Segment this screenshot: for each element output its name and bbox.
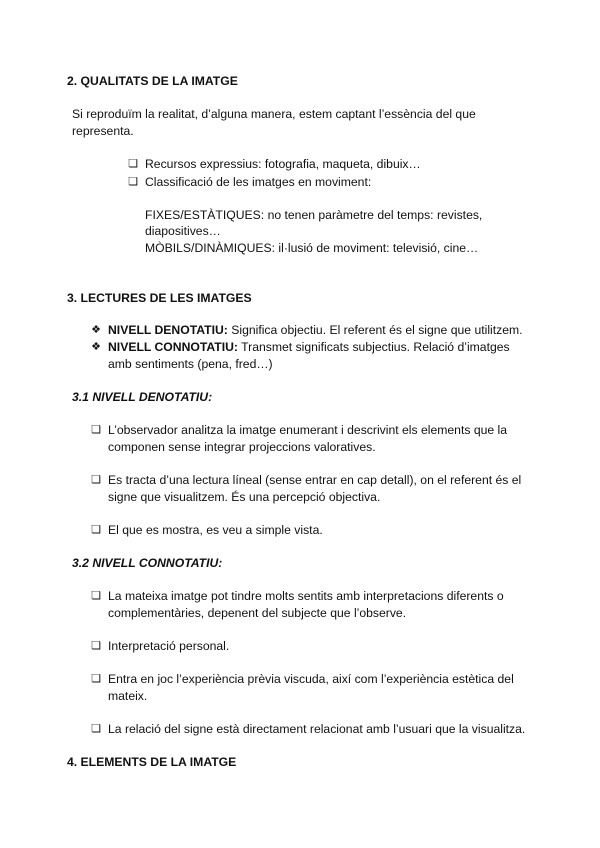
section-2-item: Classificació de les imatges en moviment: — [145, 175, 372, 189]
list-item-cont: componen sense integrar projeccions valoratives. — [108, 440, 376, 454]
section-3-1-heading: 3.1 NIVELL DENOTATIU: — [72, 390, 213, 404]
list-item-cont: complementàries, depenent del subjecte que l’observe. — [108, 606, 407, 620]
connotatiu-text: Transmet significats subjectius. Relació d’imatges — [238, 340, 510, 354]
list-item: El que es mostra, es veu a simple vista. — [108, 523, 323, 537]
checkbox-bullet-icon: ❏ — [128, 158, 138, 170]
fixes-line2: diapositives… — [145, 224, 221, 238]
list-item: La relació del signe està directament relacionat amb l’usuari que la visualitza. — [108, 722, 526, 736]
list-item: L’observador analitza la imatge enumerant i descrivint els elements que la — [108, 423, 508, 437]
checkbox-bullet-icon: ❏ — [91, 590, 101, 602]
list-item: La mateixa imatge pot tindre molts sentits amb interpretacions diferents o — [108, 589, 504, 603]
checkbox-bullet-icon: ❏ — [91, 673, 101, 685]
section-2-intro-line1: Si reproduïm la realitat, d’alguna manera, estem captant l’essència del que — [72, 107, 476, 121]
checkbox-bullet-icon: ❏ — [128, 176, 138, 188]
denotatiu-definition — [108, 322, 523, 338]
section-3-2-heading: 3.2 NIVELL CONNOTATIU: — [72, 556, 223, 570]
connotatiu-definition — [108, 339, 510, 355]
checkbox-bullet-icon: ❏ — [91, 474, 101, 486]
section-4-heading: 4. ELEMENTS DE LA IMATGE — [67, 755, 237, 769]
checkbox-bullet-icon: ❏ — [91, 524, 101, 536]
fixes-line1: FIXES/ESTÀTIQUES: no tenen paràmetre del temps: revistes, — [145, 208, 483, 222]
diamond-bullet-icon: ❖ — [91, 341, 101, 353]
denotatiu-text: Significa objectiu. El referent és el signe que utilitzem. — [227, 323, 523, 337]
checkbox-bullet-icon: ❏ — [91, 424, 101, 436]
section-2-item: Recursos expressius: fotografia, maqueta, dibuix… — [145, 157, 421, 171]
checkbox-bullet-icon: ❏ — [91, 640, 101, 652]
denotatiu-label: NIVELL DENOTATIU: — [108, 323, 228, 337]
list-item-cont: signe que visualitzem. És una percepció objectiva. — [108, 490, 381, 504]
list-item: Interpretació personal. — [108, 639, 230, 653]
mobils-line: MÒBILS/DINÀMIQUES: il·lusió de moviment: televisió, cine… — [145, 241, 479, 255]
diamond-bullet-icon: ❖ — [91, 324, 101, 336]
connotatiu-label: NIVELL CONNOTATIU: — [108, 340, 238, 354]
section-2-intro-line2: representa. — [72, 124, 134, 138]
list-item-cont: mateix. — [108, 689, 148, 703]
section-3-heading: 3. LECTURES DE LES IMATGES — [67, 291, 252, 305]
list-item: Entra en joc l’experiència prèvia viscuda, així com l’experiència estètica del — [108, 672, 514, 686]
list-item: Es tracta d’una lectura líneal (sense entrar en cap detall), on el referent és el — [108, 473, 522, 487]
section-2-heading: 2. QUALITATS DE LA IMATGE — [67, 74, 238, 88]
checkbox-bullet-icon: ❏ — [91, 723, 101, 735]
connotatiu-line2: amb sentiments (pena, fred…) — [108, 357, 273, 371]
